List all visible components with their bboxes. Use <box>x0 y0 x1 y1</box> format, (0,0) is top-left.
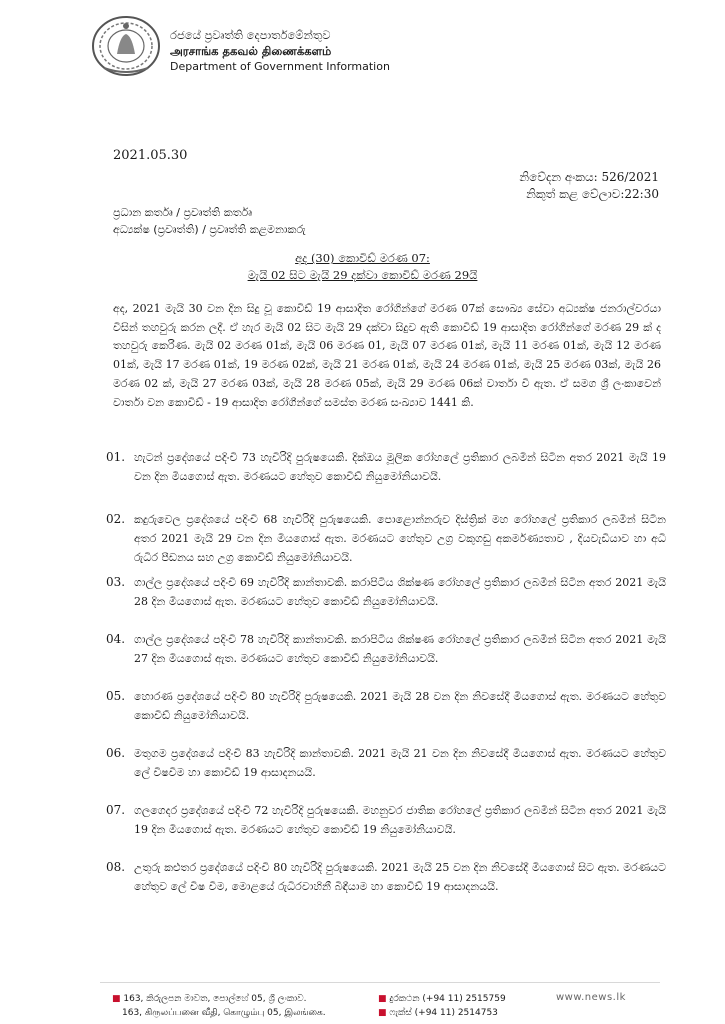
item-text: උතුරු කළුතර ප්‍රදේශයේ පදිංචි 80 හැවිරිදි පුරුෂයෙකි. 2021 මැයි 25 වන දින නිවසේදී මියගොස් සිට ඇත. මරණයට හේතුව ලේ විෂ වීම, මොළයේ රුධිරවාහිනී බිඳීයාම හා කොවිඩ් 19 ආසාදනයයි. <box>134 861 666 893</box>
item-text: මතුගම ප්‍රදේශයේ පදිංචි 83 හැවිරිදි කාන්තාවකි. 2021 මැයි 21 වන දින නිවසේදී මියගොස් ඇත. මරණයට හේතුව ලේ විෂවීම හා කොවිඩ් 19 ආසාදනයයි. <box>134 747 666 779</box>
phone-icon: ■ <box>378 994 390 1004</box>
footer-address-tamil: 163, கிருலப்பனை வீதி, கொழும்பு 05, இலங்கை. <box>122 1008 326 1018</box>
intro-paragraph: අද, 2021 මැයි 30 වන දින සිදු වූ කොවිඩ් 19 ආසාදිත රෝගීන්ගේ මරණ 07ක් සෞඛ්‍ය සේවා අධ්‍යක්ෂ ජනරාල්වරයා විසින් තහවුරු කරන ලදී. ඒ හැර මැයි 02 සිට මැයි 29 දක්වා සිදුව ඇති කොවිඩ් 19 ආසාදිත රෝගීන්ගේ මරණ 29 ක් ද තහවුරු කෙරිණ. මැයි 02 මරණ 01ක්, මැයි 06 මරණ 01, මැයි 07 මරණ 01ක්, මැයි 11 මරණ 01ක්, මැයි 12 මරණ 01ක්, මැයි 17 මරණ 01ක්, 19 මරණ 02ක්, මැයි 21 මරණ 01ක්, මැයි 24 මරණ 01ක්, මැයි 25 මරණ 03ක්, මැයි 26 මරණ 02 ක්, මැයි 27 මරණ 03ක්, මැයි 28 මරණ 05ක්, මැයි 29 මරණ 06ක් වාර්තා වී ඇත. ඒ සමග ශ්‍රී ලංකාවෙන් වාර්තා වන කොවිඩ් - 19 ආසාදිත රෝගීන්ගේ සමස්ත මරණ සංඛ්‍යාව 1441 කි. <box>113 302 661 409</box>
recipient-line: අධ්‍යක්ෂ (ප්‍රවෘත්ති) / ප්‍රවෘත්ති කළමනාකරු <box>113 223 306 236</box>
item-text: ගාල්ල ප්‍රදේශයේ පදිංචි 69 හැවිරිදි කාන්තාවකි. කරාපිටිය ශික්ෂණ රෝහලේ ප්‍රතිකාර ලබමින් සිටින අතර 2021 මැයි 28 දින මියගොස් ඇත. මරණයට හේතුව කොවිඩ් නියුමෝනියාවයි. <box>134 576 666 608</box>
footer-website: www.news.lk <box>556 992 626 1003</box>
list-item <box>106 448 666 486</box>
release-time: නිකුත් කළ වේලාව:22:30 <box>526 187 659 201</box>
list-item <box>106 630 666 668</box>
headline-line-1: අද (30) කොවිඩ් මරණ 07: <box>295 251 430 265</box>
dept-name-tamil: அரசாங்க தகவல் திணைக்களம் <box>170 44 332 58</box>
list-item <box>106 510 666 567</box>
item-number: 06. <box>106 746 126 760</box>
item-number: 02. <box>106 512 126 526</box>
item-number: 05. <box>106 689 126 703</box>
item-text: හොරණ ප්‍රදේශයේ පදිංචි 80 හැවිරිදි පුරුෂයෙකි. 2021 මැයි 28 වන දින නිවසේදී මියගොස් ඇත. මරණයට හේතුව කොවිඩ් නියුමෝනියාවයි. <box>134 690 666 722</box>
fax-icon: ■ <box>378 1008 390 1018</box>
item-text: කදුරුවෙල ප්‍රදේශයේ පදිංචි 68 හැවිරිදි පුරුෂයෙකි. පොළොන්නරුව දිස්ත්‍රික් මහ රෝහලේ ප්‍රතිකාර ලබමින් සිටින අතර 2021 මැයි 29 වන දින මියගොස් ඇත. මරණයට හේතුව උග්‍ර වකුගඩු අකර්මණ්‍යතාව , දියවැඩියාව හා අධි රුධිර පීඩනය සහ උග්‍ර කොවිඩ් නියුමෝනියාවයි. <box>134 513 666 564</box>
item-text: හැටන් ප්‍රදේශයේ පදිංචි 73 හැවිරිදි පුරුෂයෙකි. දික්ඔය මූලික රෝහලේ ප්‍රතිකාර ලබමින් සිටින අතර 2021 මැයි 19 වන දින මියගොස් ඇත. මරණයට හේතුව කොවිඩ් නියුමෝනියාවයි. <box>134 451 666 483</box>
release-date: 2021.05.30 <box>113 148 188 163</box>
list-item <box>106 801 666 839</box>
recipient-line: ප්‍රධාන කර්තෘ / ප්‍රවෘත්ති කර්තෘ <box>113 206 252 219</box>
item-number: 07. <box>106 803 126 817</box>
item-text: ගලගෙදර ප්‍රදේශයේ පදිංචි 72 හැවිරිදි පුරුෂයෙකි. මහනුවර ජාතික රෝහලේ ප්‍රතිකාර ලබමින් සිටින අතර 2021 මැයි 19 දින මියගොස් ඇත. මරණයට හේතුව කොවිඩ් 19 නියුමෝනියාවයි. <box>134 804 666 836</box>
dept-name-english: Department of Government Information <box>170 60 390 73</box>
footer-address-sinhala: ■ 163, කිරුලපන මාවත, පොල්හේ 05, ශ්‍රී ලංකාව. <box>112 994 307 1004</box>
item-text: ගාල්ල ප්‍රදේශයේ පදිංචි 78 හැවිරිදි කාන්තාවකි. කරාපිටිය ශික්ෂණ රෝහලේ ප්‍රතිකාර ලබමින් සිටින අතර 2021 මැයි 27 දින මියගොස් ඇත. මරණයට හේතුව කොවිඩ් නියුමෝනියාවයි. <box>134 633 666 665</box>
item-number: 08. <box>106 860 126 874</box>
item-number: 04. <box>106 632 126 646</box>
footer-fax: ■ ෆැක්ස් (+94 11) 2514753 <box>378 1008 498 1018</box>
item-number: 01. <box>106 450 126 464</box>
bullet-icon: ■ <box>112 994 124 1004</box>
release-number: නිවේදන අංකය: 526/2021 <box>519 170 659 184</box>
list-item <box>106 744 666 782</box>
footer-divider <box>100 982 660 983</box>
dept-name-sinhala: රජයේ ප්‍රවෘත්ති දෙපාර්තමේන්තුව <box>170 28 331 42</box>
list-item <box>106 573 666 611</box>
sri-lanka-emblem-icon <box>90 14 162 78</box>
list-item <box>106 687 666 725</box>
headline-line-2: මැයි 02 සිට මැයි 29 දක්වා කොවිඩ් මරණ 29යි <box>247 268 478 282</box>
item-number: 03. <box>106 575 126 589</box>
footer-phone: ■ දුරකථන (+94 11) 2515759 <box>378 994 506 1004</box>
list-item <box>106 858 666 896</box>
